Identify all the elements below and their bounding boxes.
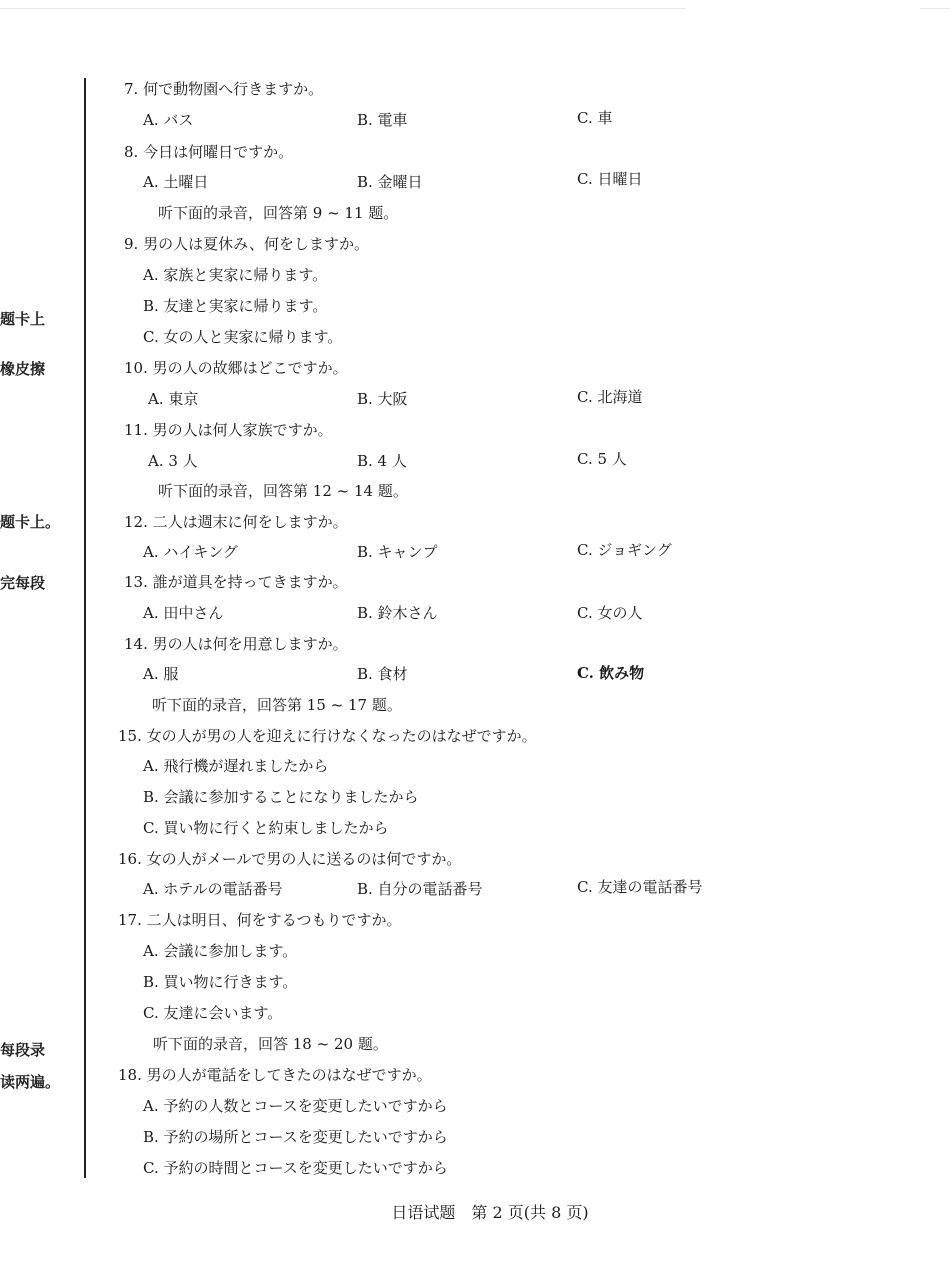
q13-option-a: A. 田中さん bbox=[143, 604, 224, 622]
q12-option-a: A. ハイキング bbox=[143, 543, 238, 561]
question-13: 13. 誰が道具を持ってきますか。 bbox=[124, 573, 348, 591]
q8-option-c: C. 日曜日 bbox=[577, 170, 643, 188]
q9-option-c: C. 女の人と実家に帰ります。 bbox=[143, 328, 343, 346]
question-15: 15. 女の人が男の人を迎えに行けなくなったのはなぜですか。 bbox=[118, 727, 537, 745]
q16-option-a: A. ホテルの電話番号 bbox=[143, 880, 283, 898]
q9-option-a: A. 家族と実家に帰ります。 bbox=[143, 266, 328, 284]
margin-note: 完每段 bbox=[0, 574, 46, 592]
q8-option-b: B. 金曜日 bbox=[357, 173, 423, 191]
question-7: 7. 何で動物園へ行きますか。 bbox=[124, 80, 324, 98]
q9-option-b: B. 友達と実家に帰ります。 bbox=[143, 297, 328, 315]
q13-option-b: B. 鈴木さん bbox=[357, 604, 438, 622]
q18-option-a: A. 予約の人数とコースを変更したいですから bbox=[143, 1097, 448, 1115]
q15-option-a: A. 飛行機が遅れましたから bbox=[143, 757, 329, 775]
q10-option-c: C. 北海道 bbox=[577, 388, 643, 406]
page-footer: 日语试题 第 2 页(共 8 页) bbox=[391, 1203, 589, 1222]
question-9: 9. 男の人は夏休み、何をしますか。 bbox=[124, 235, 369, 253]
question-17: 17. 二人は明日、何をするつもりですか。 bbox=[118, 911, 402, 929]
q17-option-a: A. 会議に参加します。 bbox=[143, 942, 298, 960]
instruction: 听下面的录音，回答第 15 ~ 17 题。 bbox=[152, 696, 402, 714]
margin-note: 题卡上 bbox=[0, 310, 46, 328]
instruction: 听下面的录音，回答第 9 ~ 11 题。 bbox=[158, 204, 399, 222]
top-border-right bbox=[920, 8, 950, 9]
instruction: 听下面的录音，回答第 12 ~ 14 题。 bbox=[158, 482, 408, 500]
question-16: 16. 女の人がメールで男の人に送るのは何ですか。 bbox=[118, 850, 462, 868]
q16-option-b: B. 自分の電話番号 bbox=[357, 880, 483, 898]
margin-note: 每段录 bbox=[0, 1041, 46, 1059]
q8-option-a: A. 土曜日 bbox=[143, 173, 209, 191]
q15-option-c: C. 買い物に行くと約束しましたから bbox=[143, 819, 389, 837]
q18-option-c: C. 予約の時間とコースを変更したいですから bbox=[143, 1159, 448, 1177]
q14-option-b: B. 食材 bbox=[357, 665, 408, 683]
q14-option-a: A. 服 bbox=[143, 665, 179, 683]
q10-option-b: B. 大阪 bbox=[357, 390, 408, 408]
binding-line bbox=[84, 78, 86, 1178]
q14-option-c: C. 飲み物 bbox=[577, 664, 645, 682]
q12-option-b: B. キャンプ bbox=[357, 543, 438, 561]
q10-option-a: A. 東京 bbox=[148, 390, 199, 408]
margin-note: 橡皮擦 bbox=[0, 360, 46, 378]
margin-note: 题卡上。 bbox=[0, 513, 61, 531]
q16-option-c: C. 友達の電話番号 bbox=[577, 878, 703, 896]
instruction: 听下面的录音，回答 18 ~ 20 题。 bbox=[153, 1035, 388, 1053]
q12-option-c: C. ジョギング bbox=[577, 541, 672, 559]
q11-option-b: B. 4 人 bbox=[357, 452, 407, 470]
q11-option-a: A. 3 人 bbox=[148, 452, 198, 470]
question-18: 18. 男の人が電話をしてきたのはなぜですか。 bbox=[118, 1066, 432, 1084]
question-8: 8. 今日は何曜日ですか。 bbox=[124, 143, 294, 161]
q17-option-b: B. 買い物に行きます。 bbox=[143, 973, 298, 991]
question-10: 10. 男の人の故郷はどこですか。 bbox=[124, 359, 348, 377]
q15-option-b: B. 会議に参加することになりましたから bbox=[143, 788, 419, 806]
question-12: 12. 二人は週末に何をしますか。 bbox=[124, 513, 348, 531]
q7-option-b: B. 電車 bbox=[357, 111, 408, 129]
q7-option-a: A. バス bbox=[143, 111, 194, 129]
q7-option-c: C. 車 bbox=[577, 109, 613, 127]
margin-note: 读两遍。 bbox=[0, 1073, 61, 1091]
q11-option-c: C. 5 人 bbox=[577, 450, 627, 468]
q13-option-c: C. 女の人 bbox=[577, 604, 643, 622]
question-11: 11. 男の人は何人家族ですか。 bbox=[124, 421, 333, 439]
top-border bbox=[0, 8, 686, 9]
q17-option-c: C. 友達に会います。 bbox=[143, 1004, 283, 1022]
q18-option-b: B. 予約の場所とコースを変更したいですから bbox=[143, 1128, 448, 1146]
question-14: 14. 男の人は何を用意しますか。 bbox=[124, 635, 348, 653]
